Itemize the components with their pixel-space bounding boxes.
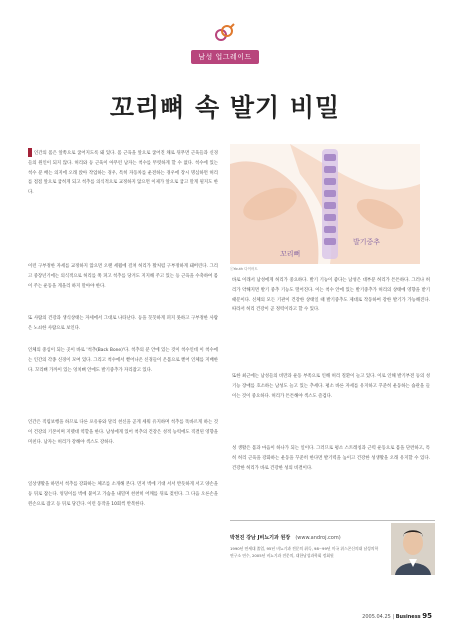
illustration-caption: ⓒYouth 다이어트 xyxy=(230,267,258,271)
magazine-name: Business xyxy=(395,614,421,620)
author-photo xyxy=(391,523,435,575)
footer-divider: | xyxy=(392,614,395,620)
left-paragraph-6: 일상생활을 하면서 척추를 강화하는 체조를 소개해 본다. 먼저 벽에 기대 서서 반듯하게 서고 양손을 등 뒤로 잡는다. 엉덩이를 벽에 붙이고 가슴을 내밀며 천천히 어깨를 뒤로 젖힌다. 그 다음 오른손을 왼손으로 잡고 등 뒤로 당긴다. 이런 동작을 10회씩 반복한다. xyxy=(28,482,218,507)
page-footer xyxy=(362,612,432,620)
drop-cap-mark xyxy=(28,148,32,157)
right-paragraph-3: 또한 최근에는 남성들의 비만과 운동 부족으로 인해 허리 질환이 늘고 있다. 이로 인해 발기부전 등의 성기능 장애를 호소하는 남성도 늘고 있는 추세다. 평소 바른 자세를 유지하고 꾸준히 운동하는 습관을 들이는 것이 중요하다. 허리가 튼튼해야 섹스도 즐겁다. xyxy=(232,374,430,399)
author-url[interactable]: (www.androj.com) xyxy=(295,535,341,541)
page-number: 95 xyxy=(422,612,432,620)
left-paragraph-1: 인간의 몸은 앞쪽으로 굽어지도록 돼 있다. 몸 근육을 앞으로 굽어진 채로 뒤무면 근육들과 신경들의 원인이 되지 않다. 허리와 등 근육이 아무런 남자는 척수를 뚜렷하게 할 수 없다. 척수에 있는 척수 분 배는 의지에 오래 앉아 작업하는 경우, 특히 자동차를 운전하는 경우에 장시 명심하면 허리를 점점 앞으로 굽히게 되고 척추를 의식적으로 교정하지 않으면 이제가 앞으로 굽고 말게 될지도 한다. xyxy=(28,148,218,256)
author-name: 박천진 강남 J비뇨기과 원장 xyxy=(230,535,291,541)
section-tag: 남성 업그레이드 xyxy=(0,44,450,64)
author-box xyxy=(230,520,435,580)
left-paragraph-2: 이런 구부정한 자세를 교정하지 않으면 오랜 세월에 걸쳐 허리가 활처럼 구부정하게 돼버린다. 그리고 중장년기에는 의식적으로 허리를 쭉 펴고 척추를 당겨도 지지해 주고 있는 등 근육을 수축하여 몸이 주는 운동을 게을리 하지 말아야 한다. xyxy=(28,264,218,289)
article-title: 꼬리뼈 속 발기 비밀 xyxy=(109,93,341,122)
author-bio: 1990년 연세대 졸업, 95년 비뇨기과 전문의 취득, 98~99년 미국 위스콘신의대 남성의학연구소 연수, 2005년 비뇨기과 전문의, 대한남성과학회 정회원 xyxy=(230,546,379,558)
spine-illustration xyxy=(230,144,420,264)
left-paragraph-3: 또 사람의 건강과 생식상태는 자세에서 그대로 나타난다. 등을 꼿꼿하게 펴지 못하고 구부정한 사람은 노쇠한 사람으로 보인다. xyxy=(28,316,218,331)
issue-date: 2005.04.25 xyxy=(362,614,391,620)
left-paragraph-4: 인체의 중심이 되는 곳이 바로 '척추(Back Bone)'다. 척추의 분 안에 있는 것이 척수인데 이 척수에는 인간의 각종 신경이 모여 있다. 그리고 척수에서 뻗어나온 신경들이 온몸으로 뻗어 인체를 지배한다. 꼬리뼈 가까이 있는 엉치뼈 안에도 발기중추가 자리잡고 있다. xyxy=(28,348,218,373)
gender-symbol-icon xyxy=(213,22,235,44)
right-paragraph-4: 성 생활은 몸과 마음이 하나가 되는 일이다. 그러므로 평소 스트레칭과 근력 운동으로 몸을 단련하고, 특히 허리 근육을 강화하는 운동을 꾸준히 한다면 발기력을 높이고 건강한 성생활을 오래 유지할 수 있다. 건강한 허리가 바로 건강한 성의 비결이다. xyxy=(232,446,430,471)
left-paragraph-5: 인간은 직립보행을 하므로 다른 포유류와 달리 천신을 곧게 세워 유지하며 척추를 똑바르게 하는 것이 건강의 기본이며 지렛대 역할을 한다. 남성에게 있어 척추의 건강은 성적 능력에도 직결된 영향을 미친다. 남자는 허리가 강해야 섹스도 강하다. xyxy=(28,420,218,445)
illustration-label-right: 발기중추 xyxy=(353,238,381,246)
right-paragraph-2: 바로 이래서 남성에게 허리가 중요하다. 발기 기능이 좋다는 남성은 대부분 허리가 튼튼하다. 그러나 허리가 약해지면 발기 중추 기능도 떨어진다. 이는 척수 안에 있는 발기중추가 허리의 상태에 영향을 받기 때문이다. 신체의 모든 기관이 건강한 상태일 때 발기중추도 제대로 작동하여 강한 발기가 가능해진다. 따라서 허리 건강이 곧 정력이라고 할 수 있다. xyxy=(232,278,430,313)
illustration-label-left: 꼬리뼈 xyxy=(280,250,301,258)
